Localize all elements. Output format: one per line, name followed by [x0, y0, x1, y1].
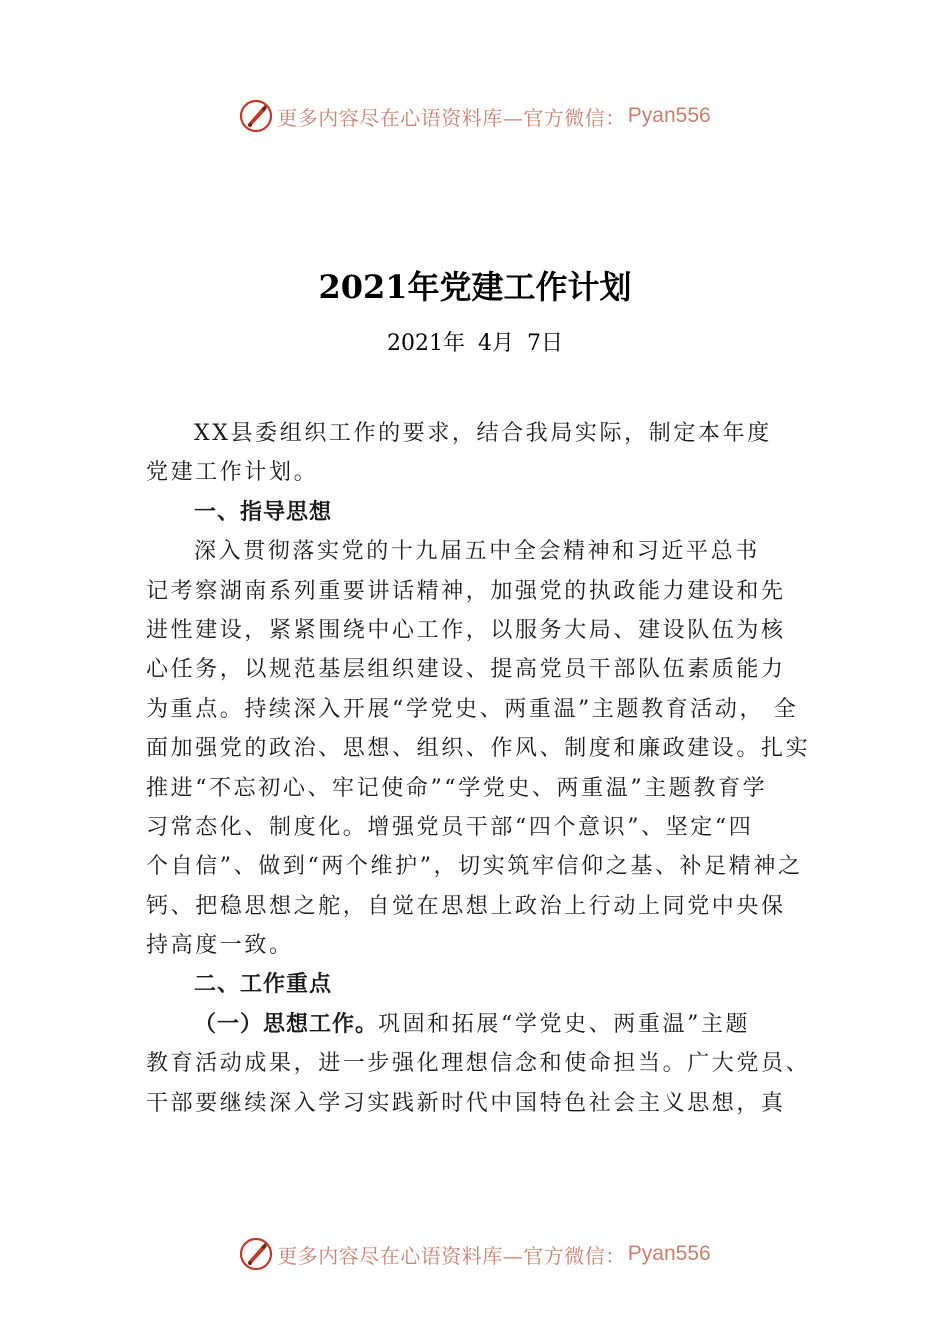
- paragraph-line: XX县委组织工作的要求，结合我局实际，制定本年度: [194, 421, 772, 446]
- document-title: 2021年党建工作计划: [318, 268, 632, 306]
- paragraph-line: 为重点。持续深入开展“学党史、两重温”主题教育活动， 全: [146, 696, 799, 722]
- paragraph-line: 进性建设，紧紧围绕中心工作，以服务大局、建设队伍为核: [146, 617, 786, 643]
- paragraph-line: 个自信”、做到“两个维护”，切实筑牢信仰之基、补足精神之: [146, 854, 803, 880]
- pen-logo-icon: [239, 99, 273, 133]
- paragraph-line: [146, 1005, 816, 1044]
- watermark-wechat-id: Pyan556: [627, 1242, 711, 1265]
- watermark-text: 更多内容尽在心语资料库—官方微信：: [277, 1243, 626, 1268]
- watermark-text: 更多内容尽在心语资料库—官方微信：: [277, 105, 626, 130]
- paragraph-line: 钙、把稳思想之舵，自觉在思想上政治上行动上同党中央保: [146, 893, 786, 919]
- watermark-wechat-id: Pyan556: [627, 104, 711, 127]
- header-watermark: [0, 96, 950, 136]
- section-heading: 二、工作重点: [194, 972, 333, 998]
- paragraph-text: 巩固和拓展“学党史、两重温”主题: [378, 1011, 751, 1037]
- paragraph-line: 面加强党的政治、思想、组织、作风、制度和廉政建设。扎实: [146, 736, 811, 762]
- paragraph-line: 干部要继续深入学习实践新时代中国特色社会主义思想，真: [146, 1090, 786, 1116]
- pen-logo-icon: [239, 1237, 273, 1271]
- paragraph-line: 党建工作计划。: [146, 460, 319, 486]
- paragraph-line: 习常态化、制度化。增强党员干部“四个意识”、坚定“四: [146, 814, 754, 840]
- paragraph-line: 推进“不忘初心、牢记使命”“学党史、两重温”主题教育学: [146, 775, 768, 801]
- document-date: 2021年 4月 7日: [387, 331, 563, 356]
- document-body: [146, 414, 816, 1123]
- section-heading: 一、指导思想: [194, 499, 333, 525]
- paragraph-line: 持高度一致。: [146, 933, 294, 959]
- paragraph-line: 记考察湖南系列重要讲话精神，加强党的执政能力建设和先: [146, 578, 786, 604]
- paragraph-line: 教育活动成果，进一步强化理想信念和使命担当。广大党员、: [146, 1051, 811, 1077]
- paragraph-line: 深入贯彻落实党的十九届五中全会精神和习近平总书: [194, 539, 760, 565]
- subsection-heading: （一）思想工作。: [194, 1011, 379, 1037]
- paragraph-line: 心任务，以规范基层组织建设、提高党员干部队伍素质能力: [146, 657, 786, 683]
- footer-watermark: [0, 1234, 950, 1274]
